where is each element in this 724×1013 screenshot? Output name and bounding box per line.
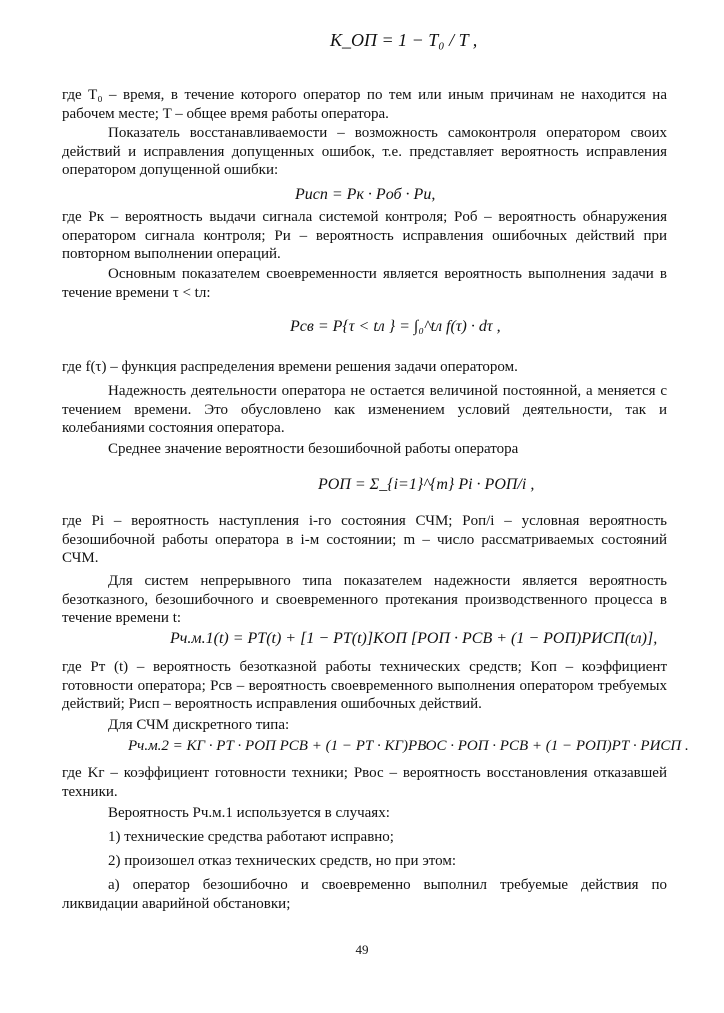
formula-pisp bbox=[295, 186, 435, 204]
paragraph-7: Среднее значение вероятности безошибочной работы оператора bbox=[108, 441, 519, 457]
paragraph-2: Показатель восстанавливаемости – возможность самоконтроля оператором своих действий и исправления допущенных ошибок, т.е. представляет вероятность исправления оператором допущенной ошибки: bbox=[62, 125, 667, 178]
paragraph-11: Для СЧМ дискретного типа: bbox=[108, 717, 290, 733]
paragraph-6: Надежность деятельности оператора не остается величиной постоянной, а меняется с течением времени. Это обусловлено как изменением условий деятельности, так и колебаниями состояния оператора. bbox=[62, 383, 667, 436]
formula-pisp-text: Pисп = Pк · Pоб · Pи, bbox=[295, 186, 436, 203]
formula-pchm1-text: Pч.м.1(t) = PТ(t) + [1 − PТ(t)]KОП [PОП · PСВ + (1 − PОП)PИСП(tл)], bbox=[170, 630, 658, 647]
paragraph-3: где Pк – вероятность выдачи сигнала системой контроля; Pоб – вероятность обнаружения оператором сигнала контроля; Pи – вероятность исправления ошибочных действий при повторном выполнении операций. bbox=[62, 209, 667, 262]
formula-pchm2 bbox=[128, 738, 689, 755]
formula-psv-text: Pсв = P{τ < tл } = ∫₀^tл f(τ) · dτ , bbox=[290, 318, 501, 335]
paragraph-1: где T₀ – время, в течение которого оператор по тем или иным причинам не находится на рабочем месте; T – общее время работы оператора. bbox=[62, 87, 667, 122]
formula-pchm2-text: Pч.м.2 = KГ · PТ · PОП PСВ + (1 − PТ · KГ)PВОС · PОП · PСВ + (1 − PОП)PТ · PИСП . bbox=[128, 738, 689, 754]
formula-psv bbox=[290, 318, 501, 336]
paragraph-4: Основным показателем своевременности является вероятность выполнения задачи в течение времени τ < tл: bbox=[62, 266, 667, 301]
paragraph-9: Для систем непрерывного типа показателем надежности является вероятность безотказного, безошибочного и своевременного протекания производственного процесса в течение времени t: bbox=[62, 573, 667, 626]
paragraph-8: где Pi – вероятность наступления i-го состояния СЧМ; Pоп/i – условная вероятность безошибочной работы оператора в i-м состоянии; m – число рассматриваемых состояний СЧМ. bbox=[62, 513, 667, 566]
paragraph-12: где Kг – коэффициент готовности техники; Pвос – вероятность восстановления отказавшей техники. bbox=[62, 765, 667, 800]
formula-pop-text: PОП = Σ_{i=1}^{m} Pi · PОП/i , bbox=[318, 476, 535, 493]
paragraph-14: 1) технические средства работают исправно; bbox=[108, 829, 394, 845]
page-number: 49 bbox=[355, 942, 369, 957]
paragraph-10: где Pт (t) – вероятность безотказной работы технических средств; Kоп – коэффициент готовности оператора; Pсв – вероятность своевременного выполнения оператором требуемых действий; Pисп – вероятность исправления ошибочных действий. bbox=[62, 659, 667, 712]
paragraph-5: где f(τ) – функция распределения времени решения задачи оператором. bbox=[62, 359, 518, 375]
formula-pchm1 bbox=[170, 630, 657, 648]
formula-kop bbox=[330, 30, 477, 51]
paragraph-16: а) оператор безошибочно и своевременно выполнил требуемые действия по ликвидации аварийной обстановки; bbox=[62, 877, 667, 912]
paragraph-15: 2) произошел отказ технических средств, но при этом: bbox=[108, 853, 456, 869]
formula-kop-text: K_ОП = 1 − T₀ / T , bbox=[330, 30, 478, 50]
paragraph-13: Вероятность Pч.м.1 используется в случаях: bbox=[108, 805, 390, 821]
formula-pop bbox=[318, 476, 534, 494]
